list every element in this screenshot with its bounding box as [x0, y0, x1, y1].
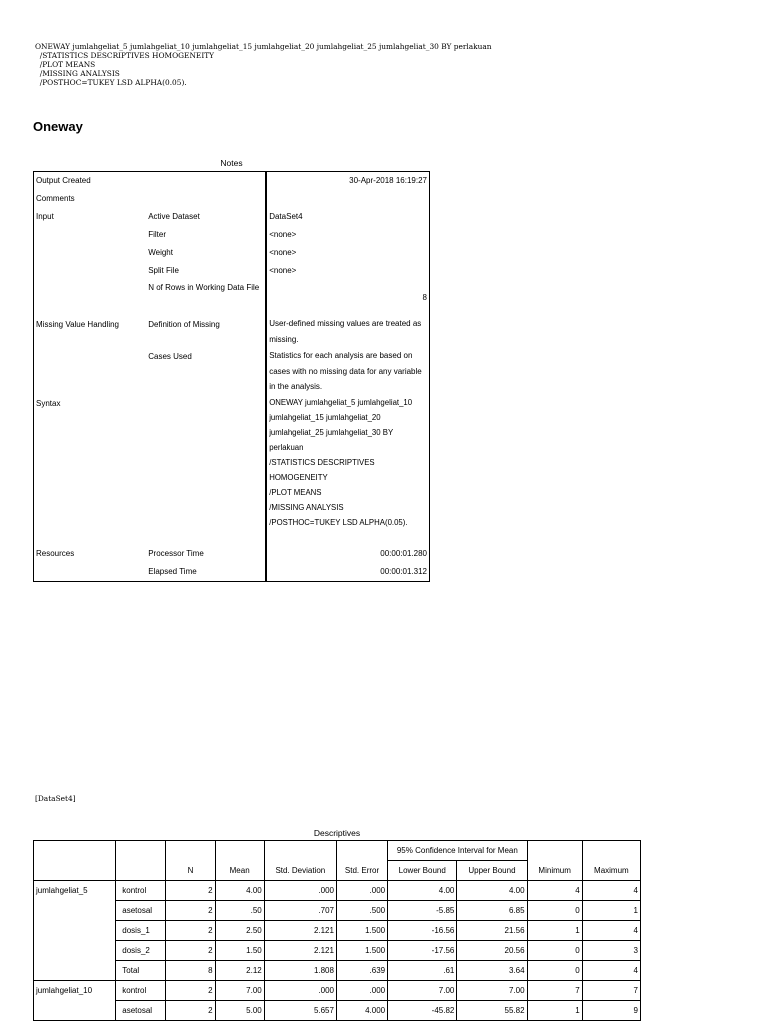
cell-value: .500 — [336, 901, 387, 921]
cell-value: <none> — [269, 266, 297, 275]
cell-value: 1.808 — [264, 961, 336, 981]
column-header: N — [166, 861, 215, 881]
table-row — [34, 961, 641, 981]
cell-value: 2 — [166, 981, 215, 1001]
cell-value: .61 — [388, 961, 457, 981]
group-label: kontrol — [116, 981, 166, 1001]
descriptives-title: Descriptives — [313, 828, 361, 838]
cell-value: Statistics for each analysis are based on cases with no missing data for any variable in the analysis. — [269, 351, 422, 391]
table-row — [34, 280, 430, 316]
descriptives-body — [34, 881, 641, 1021]
group-label: asetosal — [116, 901, 166, 921]
cell-value: 2.50 — [215, 921, 264, 941]
variable-label: jumlahgeliat_10 — [34, 981, 116, 1001]
cell-value: 4 — [582, 881, 640, 901]
table-row — [34, 190, 430, 208]
column-header: Maximum — [582, 861, 640, 881]
cell-value: 4 — [582, 921, 640, 941]
table-row — [34, 348, 430, 395]
table-row — [34, 262, 430, 280]
cell-value: 7.00 — [457, 981, 527, 1001]
cell-value: 1.500 — [336, 941, 387, 961]
cell-value: 00:00:01.312 — [380, 566, 427, 576]
column-header: Mean — [215, 861, 264, 881]
cell-value: 9 — [582, 1001, 640, 1021]
cell-value: .000 — [264, 981, 336, 1001]
cell-value: 2 — [166, 901, 215, 921]
syntax-line: /STATISTICS DESCRIPTIVES HOMOGENEITY — [35, 51, 215, 60]
descriptives-table — [33, 840, 641, 1021]
cell-value: 1.50 — [215, 941, 264, 961]
table-row — [34, 545, 430, 563]
notes-title: Notes — [220, 158, 243, 168]
cell-value: 1 — [527, 1001, 582, 1021]
syntax-line: /PLOT MEANS — [35, 60, 96, 69]
row-label: Resources — [36, 548, 75, 558]
column-header: Upper Bound — [457, 861, 527, 881]
cell-value: -16.56 — [388, 921, 457, 941]
row-sublabel: Cases Used — [146, 348, 266, 395]
ci-header: 95% Confidence Interval for Mean — [388, 841, 527, 861]
table-row — [34, 395, 430, 545]
cell-value: 1 — [582, 901, 640, 921]
cell-value: -17.56 — [388, 941, 457, 961]
table-header-row — [34, 841, 641, 861]
cell-value: 6.85 — [457, 901, 527, 921]
syntax-block — [35, 42, 492, 87]
table-row — [34, 226, 430, 244]
cell-value: 4.00 — [457, 881, 527, 901]
table-row — [34, 172, 430, 191]
cell-value: 7.00 — [215, 981, 264, 1001]
row-sublabel: Processor Time — [146, 545, 266, 563]
cell-value: 4.00 — [388, 881, 457, 901]
cell-value: <none> — [269, 248, 297, 257]
cell-value: 7 — [582, 981, 640, 1001]
cell-value: 2.121 — [264, 921, 336, 941]
cell-value: 4 — [582, 961, 640, 981]
cell-value: .707 — [264, 901, 336, 921]
cell-value: 0 — [527, 961, 582, 981]
cell-value: 2.121 — [264, 941, 336, 961]
cell-value: DataSet4 — [269, 212, 303, 221]
row-label: Output Created — [36, 176, 91, 185]
table-row — [34, 881, 641, 901]
variable-label — [34, 901, 116, 921]
cell-value: 3.64 — [457, 961, 527, 981]
cell-value: .000 — [264, 881, 336, 901]
table-row — [34, 316, 430, 348]
row-sublabel: Definition of Missing — [146, 316, 266, 348]
cell-value: -5.85 — [388, 901, 457, 921]
table-row — [34, 921, 641, 941]
cell-value: 7.00 — [388, 981, 457, 1001]
cell-value: 0 — [527, 901, 582, 921]
notes-table — [33, 171, 430, 582]
row-sublabel: N of Rows in Working Data File — [146, 280, 266, 316]
syntax-line: /MISSING ANALYSIS — [35, 69, 120, 78]
cell-value: 2 — [166, 1001, 215, 1021]
row-sublabel: Filter — [146, 226, 266, 244]
cell-value: 4.00 — [215, 881, 264, 901]
cell-value: 4.000 — [336, 1001, 387, 1021]
row-sublabel: Active Dataset — [146, 208, 266, 226]
cell-value: 3 — [582, 941, 640, 961]
column-header: Std. Deviation — [264, 861, 336, 881]
row-label: Input — [36, 212, 54, 221]
variable-label — [34, 941, 116, 961]
row-label: Missing Value Handling — [36, 320, 120, 329]
table-row — [34, 941, 641, 961]
group-label: dosis_1 — [116, 921, 166, 941]
cell-value: <none> — [269, 230, 297, 239]
cell-value: 7 — [527, 981, 582, 1001]
row-sublabel: Split File — [146, 262, 266, 280]
cell-value: 20.56 — [457, 941, 527, 961]
table-row — [34, 563, 430, 582]
cell-value: .639 — [336, 961, 387, 981]
cell-value: .000 — [336, 981, 387, 1001]
row-label: Syntax — [36, 398, 61, 408]
cell-value: -45.82 — [388, 1001, 457, 1021]
cell-value: 55.82 — [457, 1001, 527, 1021]
syntax-line: /POSTHOC=TUKEY LSD ALPHA(0.05). — [35, 78, 187, 87]
cell-value: 5.00 — [215, 1001, 264, 1021]
table-row — [34, 208, 430, 226]
cell-value: ONEWAY jumlahgeliat_5 jumlahgeliat_10 jumlahgeliat_15 jumlahgeliat_20 jumlahgeliat_25 jumlahgeliat_30 BY perlakuan /STATISTICS DESCRIPTIVES HOMOGENEITY /PLOT MEANS /MISSING ANALYSIS /POSTHOC=TUKEY LSD ALPHA(0.05). — [269, 397, 413, 527]
table-row — [34, 901, 641, 921]
variable-label: jumlahgeliat_5 — [34, 881, 116, 901]
cell-value: 2 — [166, 921, 215, 941]
column-header: Lower Bound — [388, 861, 457, 881]
cell-value: 8 — [166, 961, 215, 981]
cell-value: 00:00:01.280 — [380, 548, 427, 558]
cell-value: 0 — [527, 941, 582, 961]
column-header: Std. Error — [336, 861, 387, 881]
syntax-line: ONEWAY jumlahgeliat_5 jumlahgeliat_10 jumlahgeliat_15 jumlahgeliat_20 jumlahgeliat_25 jumlahgeliat_30 BY perlakuan — [35, 42, 492, 51]
dataset-tag: [DataSet4] — [35, 794, 76, 803]
table-header-row — [34, 861, 641, 881]
cell-value: 2 — [166, 881, 215, 901]
cell-value: 1 — [527, 921, 582, 941]
column-header: Minimum — [527, 861, 582, 881]
variable-label — [34, 961, 116, 981]
table-row — [34, 244, 430, 262]
group-label: kontrol — [116, 881, 166, 901]
cell-value: User-defined missing values are treated as missing. — [269, 319, 422, 344]
cell-value: 1.500 — [336, 921, 387, 941]
group-label: dosis_2 — [116, 941, 166, 961]
cell-value: 2 — [166, 941, 215, 961]
cell-value: 8 — [422, 293, 427, 302]
row-sublabel: Elapsed Time — [146, 563, 266, 582]
oneway-heading: Oneway — [33, 119, 83, 134]
group-label: Total — [116, 961, 166, 981]
group-label: asetosal — [116, 1001, 166, 1021]
row-label: Comments — [36, 194, 75, 203]
variable-label — [34, 921, 116, 941]
row-sublabel: Weight — [146, 244, 266, 262]
cell-value: 30-Apr-2018 16:19:27 — [349, 176, 427, 185]
cell-value: 2.12 — [215, 961, 264, 981]
cell-value: .000 — [336, 881, 387, 901]
cell-value: 21.56 — [457, 921, 527, 941]
variable-label — [34, 1001, 116, 1021]
cell-value: .50 — [215, 901, 264, 921]
table-row — [34, 981, 641, 1001]
cell-value: 5.657 — [264, 1001, 336, 1021]
cell-value: 4 — [527, 881, 582, 901]
table-row — [34, 1001, 641, 1021]
